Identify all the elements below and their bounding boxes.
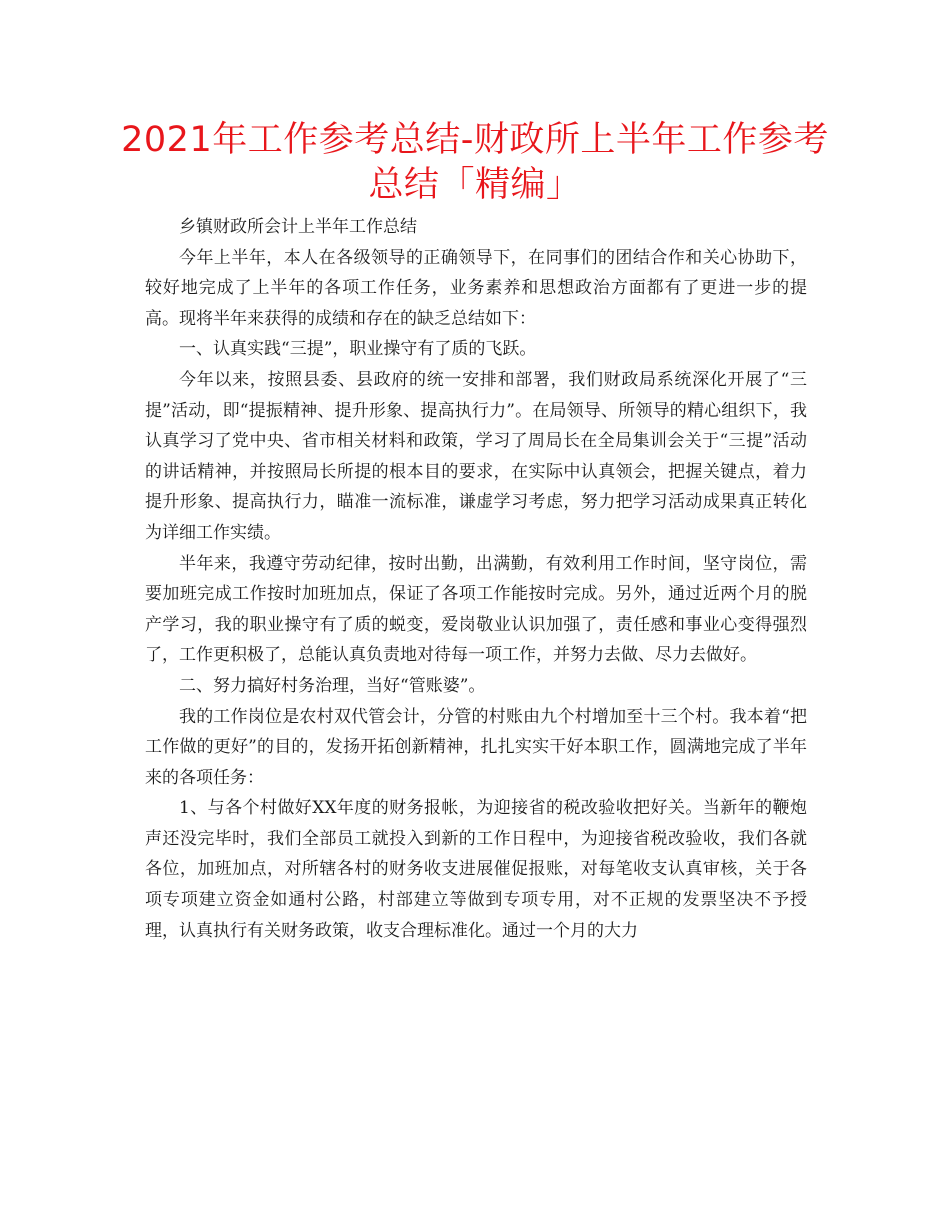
paragraph: 今年上半年，本人在各级领导的正确领导下，在同事们的团结合作和关心协助下，较好地完成了上半年的各项工作任务，业务素养和思想政治方面都有了更进一步的提高。现将半年来获得的成绩和存在的缺乏总结如下：: [145, 247, 807, 329]
paragraph-subtitle: 乡镇财政所会计上半年工作总结: [179, 217, 417, 237]
document-body: [145, 212, 807, 946]
section-heading: 一、认真实践“三提”，职业操守有了质的飞跃。: [179, 339, 537, 360]
document-title: 2021年工作参考总结-财政所上半年工作参考总结「精编」: [121, 120, 829, 205]
paragraph: 我的工作岗位是农村双代管会计，分管的村账由九个村增加至十三个村。我本着“把工作做的更好”的目的，发扬开拓创新精神，扎扎实实干好本职工作，圆满地完成了半年来的各项任务：: [145, 706, 807, 788]
paragraph: 今年以来，按照县委、县政府的统一安排和部署，我们财政局系统深化开展了“三提”活动，即“提振精神、提升形象、提高执行力”。在局领导、所领导的精心组织下，我认真学习了党中央、省市相关材料和政策，学习了周局长在全局集训会关于“三提”活动的讲话精神，并按照局长所提的根本目的要求，在实际中认真领会，把握关键点，着力提升形象、提高执行力，瞄准一流标准，谦虚学习考虑，努力把学习活动成果真正转化为详细工作实绩。: [145, 369, 807, 543]
paragraph: 1、与各个村做好XX年度的财务报帐，为迎接省的税改验收把好关。当新年的鞭炮声还没完毕时，我们全部员工就投入到新的工作日程中，为迎接省税改验收，我们各就各位，加班加点，对所辖各村的财务收支进展催促报账，对每笔收支认真审核，关于各项专项建立资金如通村公路，村部建立等做到专项专用，对不正规的发票坚决不予授理，认真执行有关财务政策，收支合理标准化。通过一个月的大力: [145, 798, 807, 941]
section-heading: 二、努力搞好村务治理，当好“管账婆”。: [179, 675, 486, 696]
paragraph: 半年来，我遵守劳动纪律，按时出勤，出满勤，有效利用工作时间，坚守岗位，需要加班完成工作按时加班加点，保证了各项工作能按时完成。另外，通过近两个月的脱产学习，我的职业操守有了质的蜕变，爱岗敬业认识加强了，责任感和事业心变得强烈了，工作更积极了，总能认真负责地对待每一项工作，并努力去做、尽力去做好。: [145, 553, 807, 666]
